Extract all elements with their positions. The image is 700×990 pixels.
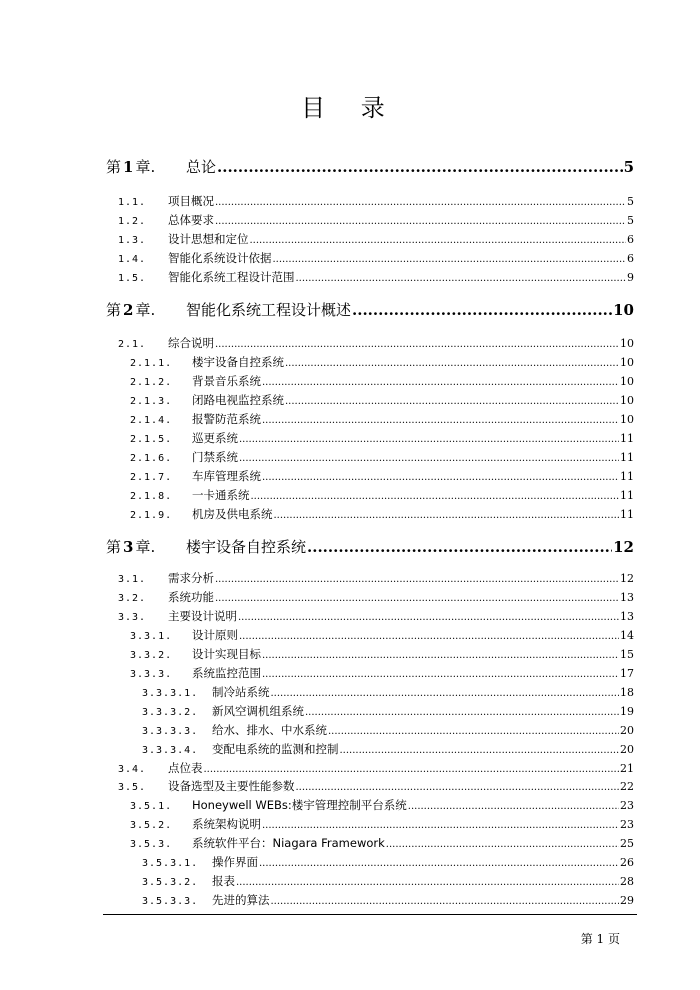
section-title: 设计思想和定位 — [168, 231, 249, 246]
dot-leader — [408, 801, 619, 812]
section-number: 3.3. — [118, 611, 147, 623]
section-number: 2.1.7. — [130, 471, 173, 483]
toc-section-entry[interactable] — [142, 703, 634, 719]
dot-leader — [236, 877, 619, 888]
page-number: 第 1 页 — [580, 932, 620, 946]
dot-leader — [215, 216, 626, 227]
page-title: 目 录 — [301, 94, 399, 122]
section-number: 3.3.2. — [130, 649, 173, 661]
section-title: 一卡通系统 — [192, 487, 250, 502]
dot-leader — [262, 669, 619, 680]
toc-section-entry[interactable] — [142, 854, 634, 870]
section-number: 1.3. — [118, 234, 147, 246]
toc-section-entry[interactable] — [118, 570, 634, 586]
section-number: 2.1.6. — [130, 452, 173, 464]
toc-section-entry[interactable] — [118, 760, 634, 776]
section-page-number: 29 — [620, 894, 634, 908]
dot-leader — [215, 593, 619, 604]
dot-leader — [271, 688, 620, 699]
dot-leader — [340, 745, 620, 756]
dot-leader — [296, 782, 620, 793]
section-page-number: 6 — [627, 232, 634, 246]
section-page-number: 10 — [620, 355, 634, 369]
section-title: 综合说明 — [168, 336, 214, 350]
section-number: 3.3.3. — [130, 668, 173, 680]
section-title: 机房及供电系统 — [192, 506, 273, 521]
section-page-number: 14 — [620, 628, 634, 642]
chapter-index: 2 — [123, 301, 134, 319]
toc-section-entry[interactable] — [130, 449, 634, 465]
section-page-number: 13 — [620, 590, 634, 604]
chapter-page-number: 5 — [623, 158, 634, 176]
section-number: 2.1.4. — [130, 414, 173, 426]
dot-leader — [262, 377, 619, 388]
chapter-prefix: 第 — [106, 301, 122, 319]
section-page-number: 18 — [620, 685, 634, 699]
toc-section-entry[interactable] — [130, 797, 634, 813]
toc-chapter-entry[interactable] — [106, 156, 634, 176]
toc-section-entry[interactable] — [118, 269, 634, 285]
toc-section-entry[interactable] — [142, 873, 634, 889]
section-title: 巡更系统 — [192, 430, 238, 445]
dot-leader — [328, 726, 619, 737]
section-title: 背景音乐系统 — [192, 373, 261, 388]
chapter-prefix: 第 — [106, 158, 122, 176]
section-title: 系统功能 — [168, 589, 214, 604]
section-title: 智能化系统工程设计范围 — [168, 269, 295, 284]
section-page-number: 5 — [627, 213, 634, 227]
dot-leader — [271, 896, 620, 907]
section-number: 3.5.2. — [130, 820, 173, 832]
toc-section-entry[interactable] — [130, 665, 634, 681]
section-number: 3.5. — [118, 782, 147, 794]
section-page-number: 11 — [620, 469, 634, 483]
section-number: 2.1. — [118, 339, 147, 350]
dot-leader — [250, 235, 627, 246]
section-number: 2.1.8. — [130, 490, 173, 502]
section-page-number: 15 — [620, 647, 634, 661]
dot-leader — [262, 472, 619, 483]
chapter-index: 1 — [123, 158, 134, 176]
dot-leader — [251, 491, 620, 502]
section-title: 智能化系统设计依据 — [168, 250, 272, 265]
section-number: 1.5. — [118, 272, 147, 284]
section-title: 项目概况 — [168, 194, 214, 208]
section-page-number: 11 — [620, 488, 634, 502]
section-number: 3.3.1. — [130, 630, 173, 642]
section-page-number: 20 — [620, 723, 634, 737]
footer-divider — [103, 914, 637, 915]
dot-leader — [259, 858, 619, 869]
toc-section-entry[interactable] — [118, 193, 634, 209]
chapter-page-number: 12 — [613, 538, 634, 556]
chapter-suffix: 章. — [135, 158, 156, 176]
section-page-number: 19 — [620, 704, 634, 718]
section-page-number: 21 — [620, 761, 634, 775]
section-page-number: 12 — [620, 572, 634, 585]
section-title: 总体要求 — [168, 212, 214, 227]
chapter-prefix: 第 — [106, 538, 122, 556]
section-page-number: 11 — [620, 507, 634, 521]
section-title: 设计原则 — [192, 627, 238, 642]
section-title: 车库管理系统 — [192, 468, 261, 483]
chapter-number — [106, 299, 186, 320]
dot-leader — [204, 764, 620, 775]
toc-chapter-entry[interactable] — [106, 299, 634, 319]
section-title: 系统架构说明 — [192, 817, 261, 832]
section-number: 3.4. — [118, 763, 147, 775]
chapter-suffix: 章. — [135, 301, 156, 319]
section-number: 1.1. — [118, 197, 147, 208]
section-number: 3.1. — [118, 574, 147, 585]
section-page-number: 20 — [620, 742, 634, 756]
toc-section-entry[interactable] — [142, 741, 634, 757]
section-page-number: 9 — [627, 270, 634, 284]
toc-section-entry[interactable] — [130, 506, 634, 522]
chapter-page-number: 10 — [613, 301, 634, 319]
dot-leader — [215, 197, 626, 208]
section-number: 3.3.3.4. — [142, 744, 199, 756]
section-number: 2.1.2. — [130, 376, 173, 388]
dot-leader — [262, 650, 619, 661]
chapter-index: 3 — [123, 538, 134, 556]
section-title: 门禁系统 — [192, 449, 238, 464]
section-title: 需求分析 — [168, 571, 214, 585]
chapter-number — [106, 156, 186, 177]
dot-leader — [238, 612, 619, 623]
toc-section-entry[interactable] — [118, 231, 634, 247]
dot-leader — [274, 510, 620, 521]
section-number: 3.3.3.1. — [142, 687, 199, 699]
section-title: 设备选型及主要性能参数 — [168, 779, 295, 794]
dot-leader — [215, 339, 619, 350]
chapter-title: 智能化系统工程设计概述 — [186, 301, 352, 319]
toc-section-entry[interactable] — [130, 468, 634, 484]
section-number: 2.1.9. — [130, 509, 173, 521]
section-page-number: 10 — [620, 337, 634, 350]
section-number: 3.2. — [118, 592, 147, 604]
section-number: 2.1.1. — [130, 357, 173, 369]
dot-leader — [285, 358, 619, 369]
section-number: 2.1.5. — [130, 433, 173, 445]
toc-section-entry[interactable] — [118, 335, 634, 351]
section-page-number: 6 — [627, 251, 634, 265]
dot-leader — [352, 301, 612, 319]
toc-section-entry[interactable] — [118, 778, 634, 794]
dot-leader — [215, 574, 619, 585]
section-page-number: 23 — [620, 799, 634, 813]
dot-leader — [262, 820, 619, 831]
section-title: 操作界面 — [212, 855, 258, 870]
toc-section-entry[interactable] — [118, 589, 634, 605]
toc-section-entry[interactable] — [118, 250, 634, 266]
toc-section-entry[interactable] — [142, 722, 634, 738]
section-title: Honeywell WEBs:楼宇管理控制平台系统 — [192, 798, 407, 813]
toc-section-entry[interactable] — [130, 373, 634, 389]
section-title: 先进的算法 — [212, 893, 270, 908]
dot-leader — [307, 538, 612, 556]
section-number: 3.5.3.3. — [142, 896, 199, 908]
toc-section-entry[interactable] — [130, 816, 634, 832]
section-page-number: 13 — [620, 609, 634, 623]
section-title: 系统软件平台：Niagara Framework — [192, 836, 385, 851]
dot-leader — [386, 839, 619, 850]
toc-section-entry[interactable] — [130, 411, 634, 427]
dot-leader — [239, 434, 619, 445]
section-page-number: 10 — [620, 412, 634, 426]
section-title: 新风空调机组系统 — [212, 703, 304, 718]
section-page-number: 10 — [620, 393, 634, 407]
section-number: 3.5.3.1. — [142, 858, 199, 870]
toc-section-entry[interactable] — [130, 487, 634, 503]
section-title: 系统监控范围 — [192, 665, 261, 680]
chapter-number — [106, 536, 186, 557]
chapter-title: 楼宇设备自控系统 — [186, 538, 307, 556]
section-page-number: 23 — [620, 818, 634, 832]
toc-section-entry[interactable] — [130, 392, 634, 408]
dot-leader — [239, 453, 619, 464]
section-page-number: 25 — [620, 837, 634, 851]
section-number: 3.5.3.2. — [142, 877, 199, 889]
section-title: 主要设计说明 — [168, 608, 237, 623]
dot-leader — [305, 707, 619, 718]
dot-leader — [296, 273, 627, 284]
section-title: 报警防范系统 — [192, 411, 261, 426]
toc-section-entry[interactable] — [118, 608, 634, 624]
section-number: 3.5.3. — [130, 839, 173, 851]
section-title: 闭路电视监控系统 — [192, 392, 284, 407]
dot-leader — [217, 158, 623, 176]
toc-section-entry[interactable] — [142, 892, 634, 908]
dot-leader — [273, 254, 627, 265]
section-page-number: 5 — [627, 195, 634, 208]
section-title: 楼宇设备自控系统 — [192, 354, 284, 369]
chapter-suffix: 章. — [135, 538, 156, 556]
toc-chapter-entry[interactable] — [106, 536, 634, 556]
toc-section-entry[interactable] — [130, 627, 634, 643]
section-page-number: 17 — [620, 666, 634, 680]
section-title: 设计实现目标 — [192, 646, 261, 661]
toc-section-entry[interactable] — [130, 646, 634, 662]
toc-section-entry[interactable] — [130, 835, 634, 851]
section-number: 1.4. — [118, 253, 147, 265]
section-title: 点位表 — [168, 760, 203, 775]
section-page-number: 28 — [620, 875, 634, 889]
section-number: 1.2. — [118, 215, 147, 227]
section-title: 给水、排水、中水系统 — [212, 722, 327, 737]
chapter-title: 总论 — [186, 158, 217, 176]
toc-section-entry[interactable] — [130, 430, 634, 446]
dot-leader — [285, 396, 619, 407]
section-title: 报表 — [212, 874, 235, 889]
dot-leader — [262, 415, 619, 426]
section-number: 2.1.3. — [130, 395, 173, 407]
section-page-number: 22 — [620, 780, 634, 794]
section-page-number: 11 — [620, 450, 634, 464]
section-page-number: 26 — [620, 856, 634, 870]
section-number: 3.3.3.3. — [142, 725, 199, 737]
section-title: 制冷站系统 — [212, 684, 270, 699]
toc-section-entry[interactable] — [118, 212, 634, 228]
toc-section-entry[interactable] — [142, 684, 634, 700]
dot-leader — [239, 631, 619, 642]
section-page-number: 11 — [620, 431, 634, 445]
section-page-number: 10 — [620, 374, 634, 388]
section-title: 变配电系统的监测和控制 — [212, 741, 339, 756]
toc-section-entry[interactable] — [130, 354, 634, 370]
section-number: 3.3.3.2. — [142, 706, 199, 718]
section-number: 3.5.1. — [130, 801, 173, 813]
